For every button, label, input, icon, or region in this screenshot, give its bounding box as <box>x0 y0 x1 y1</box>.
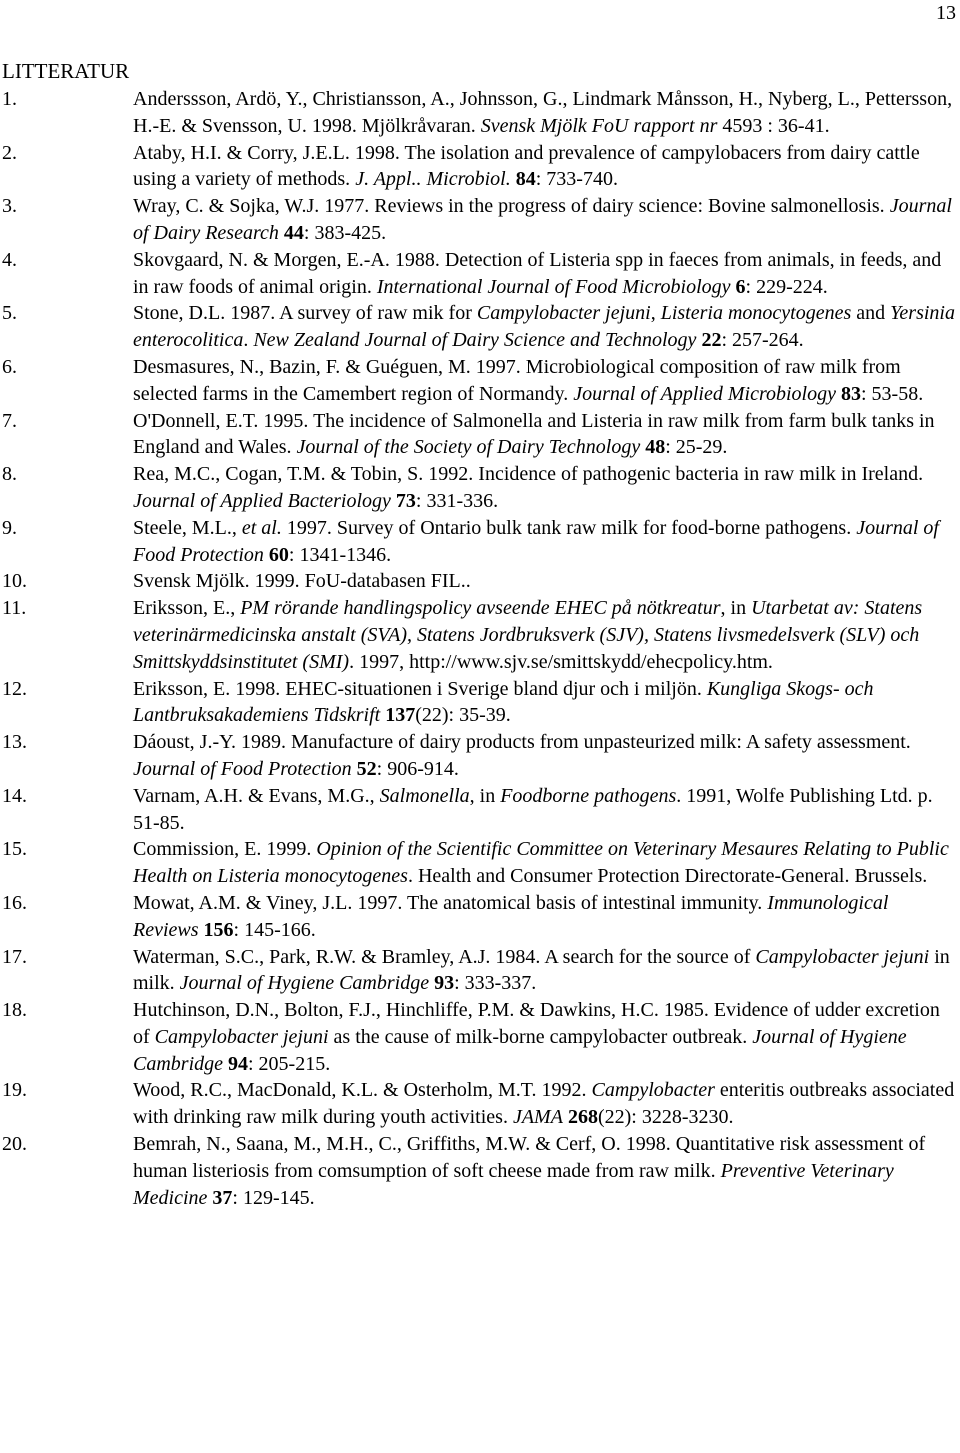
reference-item <box>0 354 960 408</box>
reference-text <box>133 568 960 595</box>
reference-text-segment: Anderssson, Ardö, Y., Christiansson, A., Johnsson, G., Lindmark Månsson, H., Nyberg, L., Pettersson, H.-E. & Svensson, U. 1998. Mjölkråvaran. <box>133 88 953 137</box>
reference-text <box>133 408 960 462</box>
reference-number: 15. <box>2 838 27 861</box>
reference-item <box>0 193 960 247</box>
reference-volume: 44 <box>283 221 304 244</box>
reference-text <box>133 944 960 998</box>
reference-italic-text: Journal of Hygiene Cambridge <box>179 972 430 995</box>
reference-italic-text: International Journal of Food Microbiology <box>376 275 731 298</box>
reference-italic-text: Journal of the Society of Dairy Technology <box>296 436 641 459</box>
reference-item <box>0 944 960 998</box>
reference-text-segment: 1997. Survey of Ontario bulk tank raw milk for food-borne pathogens. <box>281 516 857 539</box>
reference-italic-text: Immunological Reviews <box>133 891 889 941</box>
reference-italic-text: Campylobacter jejuni <box>476 302 651 325</box>
reference-text-segment: , in <box>469 784 501 807</box>
reference-text-segment: Ataby, H.I. & Corry, J.E.L. 1998. The isolation and prevalence of campylobacers from dairy cattle using a variety of methods. <box>133 141 920 191</box>
reference-text-segment: : 145-166. <box>233 918 316 941</box>
reference-text-segment: Commission, E. 1999. <box>133 838 317 861</box>
reference-italic-text: JAMA <box>512 1106 563 1129</box>
reference-text-segment: Eriksson, E., <box>133 597 241 620</box>
reference-text <box>133 515 960 569</box>
reference-item <box>0 247 960 301</box>
reference-volume: 48 <box>645 436 666 459</box>
reference-text-segment: Desmasures, N., Bazin, F. & Guéguen, M. 1997. Microbiological composition of raw milk from selected farms in the Camembert region of Normandy. <box>133 355 901 405</box>
reference-text-segment: Mowat, A.M. & Viney, J.L. 1997. The anatomical basis of intestinal immunity. <box>133 891 768 914</box>
reference-volume: 94 <box>228 1052 248 1075</box>
reference-item <box>0 408 960 462</box>
reference-text-segment: : 383-425. <box>303 221 387 244</box>
reference-italic-text: Journal of Applied Bacteriology <box>133 489 391 512</box>
reference-text-segment: Varnam, A.H. & Evans, M.G., <box>133 784 380 807</box>
reference-italic-text: Kungliga Skogs- och Lantbruksakademiens Tidskrift <box>133 677 874 727</box>
reference-italic-text: Salmonella <box>379 784 470 807</box>
reference-item <box>0 568 960 595</box>
reference-text <box>133 890 960 944</box>
reference-text <box>133 836 960 890</box>
reference-text-segment: Skovgaard, N. & Morgen, E.-A. 1988. Detection of Listeria spp in faeces from animals, in feeds, and in raw foods of animal origin. <box>133 248 942 298</box>
reference-number: 5. <box>2 302 17 325</box>
reference-text-segment: . 1991, Wolfe Publishing Ltd. p. 51-85. <box>133 784 933 834</box>
reference-text-segment: (22): 35-39. <box>415 704 511 727</box>
reference-text <box>133 461 960 515</box>
reference-italic-text: Foodborne pathogens <box>500 784 677 807</box>
reference-item <box>0 729 960 783</box>
reference-volume: 93 <box>434 972 455 995</box>
reference-text <box>133 354 960 408</box>
reference-italic-text: Journal of Hygiene Cambridge <box>133 1025 907 1075</box>
reference-volume: 6 <box>735 275 746 298</box>
reference-italic-text: J. Appl.. Microbiol. <box>355 168 511 191</box>
reference-text-segment: , in <box>720 597 752 620</box>
reference-italic-text: Journal of Food Protection <box>133 757 352 780</box>
reference-volume: 52 <box>356 757 377 780</box>
reference-text <box>133 140 960 194</box>
reference-text-segment: : 257-264. <box>721 329 804 352</box>
reference-text-segment: : 1341-1346. <box>288 543 392 566</box>
reference-number: 6. <box>2 355 17 378</box>
reference-text-segment: Wray, C. & Sojka, W.J. 1977. Reviews in the progress of dairy science: Bovine salmonellosis. <box>133 195 890 218</box>
reference-text <box>133 783 960 837</box>
reference-item <box>0 140 960 194</box>
reference-text-segment: . Health and Consumer Protection Directorate-General. Brussels. <box>407 865 928 888</box>
reference-number: 19. <box>2 1079 27 1102</box>
reference-item <box>0 836 960 890</box>
reference-item <box>0 890 960 944</box>
reference-text-segment: , <box>650 302 661 325</box>
reference-text-segment: Eriksson, E. 1998. EHEC-situationen i Sverige bland djur och i miljön. <box>133 677 707 700</box>
reference-item <box>0 676 960 730</box>
reference-volume: 60 <box>268 543 289 566</box>
reference-text-segment: : 331-336. <box>415 489 499 512</box>
reference-volume: 268 <box>567 1106 598 1129</box>
reference-text-segment: Stone, D.L. 1987. A survey of raw mik for <box>133 302 477 325</box>
reference-text-segment: enteritis outbreaks associated with drinking raw milk during youth activities. <box>133 1079 955 1129</box>
reference-text <box>133 676 960 730</box>
reference-italic-text: Journal of Applied Microbiology <box>573 382 836 405</box>
reference-text-segment: : 205-215. <box>248 1052 331 1075</box>
reference-volume: 137 <box>385 704 416 727</box>
reference-number: 8. <box>2 463 17 486</box>
reference-italic-text: Journal of Dairy Research <box>133 195 952 244</box>
reference-volume: 73 <box>395 489 416 512</box>
reference-text-segment: and <box>851 302 891 325</box>
reference-item <box>0 1077 960 1131</box>
reference-text-segment: Waterman, S.C., Park, R.W. & Bramley, A.J. 1984. A search for the source of <box>133 945 756 968</box>
reference-text <box>133 729 960 783</box>
reference-text-segment: : 733-740. <box>535 168 618 191</box>
reference-text-segment: Wood, R.C., MacDonald, K.L. & Osterholm, M.T. 1992. <box>133 1079 592 1102</box>
reference-text-segment: : 25-29. <box>665 436 728 459</box>
reference-number: 17. <box>2 945 27 968</box>
reference-text-segment: : 333-337. <box>454 972 537 995</box>
reference-italic-text: PM rörande handlingspolicy avseende EHEC på nötkreatur <box>240 597 721 620</box>
reference-item <box>0 1131 960 1211</box>
reference-text-segment: 4593 : 36-41. <box>717 114 830 137</box>
reference-list <box>0 86 960 1211</box>
reference-italic-text: Journal of Food Protection <box>133 516 939 566</box>
reference-italic-text: Svensk Mjölk FoU rapport nr <box>480 114 718 137</box>
reference-item <box>0 783 960 837</box>
reference-number: 2. <box>2 141 17 164</box>
reference-italic-text: Campylobacter jejuni <box>154 1025 329 1048</box>
page-title: LITTERATUR <box>2 59 130 83</box>
reference-italic-text: New Zealand Journal of Dairy Science and Technology <box>253 329 697 352</box>
reference-text <box>133 247 960 301</box>
reference-text-segment: : 906-914. <box>376 757 459 780</box>
reference-text-segment: : 229-224. <box>745 275 828 298</box>
reference-text-segment: Bemrah, N., Saana, M., M.H., C., Griffiths, M.W. & Cerf, O. 1998. Quantitative risk assessment of human listeriosis from comsumption of soft cheese made from raw milk. <box>133 1133 926 1182</box>
reference-number: 3. <box>2 195 17 218</box>
reference-text <box>133 86 960 140</box>
reference-volume: 156 <box>203 918 234 941</box>
reference-text-segment: : 53-58. <box>860 382 924 405</box>
reference-number: 14. <box>2 784 27 807</box>
reference-text-segment: Rea, M.C., Cogan, T.M. & Tobin, S. 1992. Incidence of pathogenic bacteria in raw milk in Ireland. <box>133 463 924 486</box>
reference-text <box>133 997 960 1077</box>
reference-italic-text: Utarbetat av: Statens veterinärmedicinska anstalt (SVA), Statens Jordbruksverk (SJV), Statens livsmedelsverk (SLV) och Smittskyddsinstitutet (SMI) <box>133 597 923 673</box>
reference-number: 11. <box>2 597 27 620</box>
reference-number: 1. <box>2 88 17 110</box>
reference-text-segment: in milk. <box>133 945 950 995</box>
reference-italic-text: et al. <box>241 516 282 539</box>
reference-item <box>0 461 960 515</box>
reference-text-segment: O'Donnell, E.T. 1995. The incidence of Salmonella and Listeria in raw milk from farm bulk tanks in England and Wales. <box>133 409 935 459</box>
reference-number: 9. <box>2 516 17 539</box>
reference-item <box>0 515 960 569</box>
reference-text <box>133 1077 960 1131</box>
reference-volume: 37 <box>212 1186 233 1209</box>
reference-italic-text: Opinion of the Scientific Committee on Veterinary Mesaures Relating to Public Health on Listeria monocytogenes <box>133 838 949 888</box>
reference-italic-text: Campylobacter <box>591 1079 715 1102</box>
reference-italic-text: Campylobacter jejuni <box>755 945 930 968</box>
reference-number: 20. <box>2 1133 27 1156</box>
reference-text-segment: . <box>243 329 254 352</box>
reference-text-segment: : 129-145. <box>232 1186 315 1209</box>
reference-text-segment: (22): 3228-3230. <box>597 1106 734 1129</box>
reference-text-segment: Steele, M.L., <box>133 516 242 539</box>
reference-item <box>0 997 960 1077</box>
page-number: 13 <box>936 2 956 24</box>
reference-number: 13. <box>2 731 27 754</box>
reference-text-segment: Svensk Mjölk. 1999. FoU-databasen FIL.. <box>133 570 471 593</box>
reference-italic-text: Yersinia enterocolitica <box>133 302 955 352</box>
reference-number: 4. <box>2 248 17 271</box>
reference-volume: 84 <box>515 168 536 191</box>
reference-number: 18. <box>2 999 27 1022</box>
reference-text-segment: . 1997, http://www.sjv.se/smittskydd/ehecpolicy.htm. <box>349 650 773 673</box>
reference-text-segment: Hutchinson, D.N., Bolton, F.J., Hinchliffe, P.M. & Dawkins, H.C. 1985. Evidence of udder excretion of <box>133 999 940 1048</box>
reference-number: 16. <box>2 891 27 914</box>
reference-number: 10. <box>2 570 27 593</box>
reference-text <box>133 300 960 354</box>
reference-text-segment: as the cause of milk-borne campylobacter outbreak. <box>328 1025 753 1048</box>
reference-volume: 83 <box>840 382 861 405</box>
reference-volume: 22 <box>701 329 722 352</box>
reference-italic-text: Listeria monocytogenes <box>660 302 852 325</box>
reference-item <box>0 595 960 675</box>
reference-item <box>0 86 960 140</box>
reference-text <box>133 1131 960 1211</box>
reference-text-segment: Dáoust, J.-Y. 1989. Manufacture of dairy products from unpasteurized milk: A safety assessment. <box>133 731 911 754</box>
reference-number: 7. <box>2 409 17 432</box>
reference-item <box>0 300 960 354</box>
reference-number: 12. <box>2 677 27 700</box>
reference-italic-text: Preventive Veterinary Medicine <box>133 1159 894 1209</box>
reference-text <box>133 595 960 675</box>
reference-text <box>133 193 960 247</box>
